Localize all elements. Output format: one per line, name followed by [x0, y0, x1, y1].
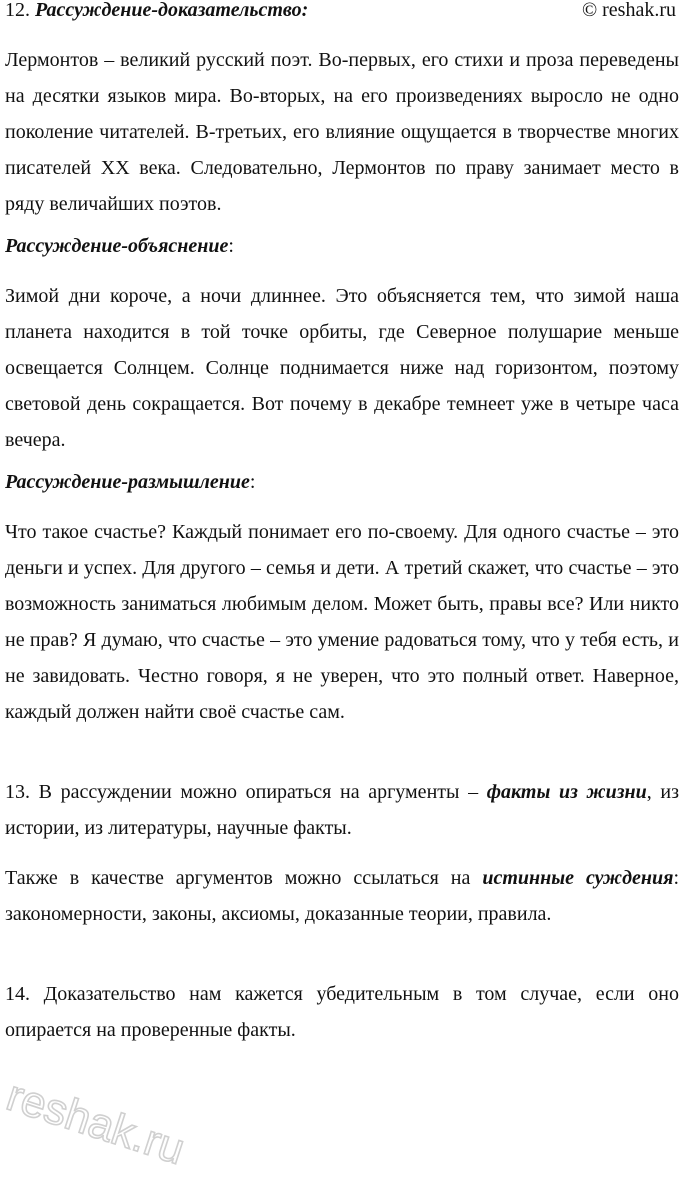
item13-prefix: 13. В рассуждении можно опираться на аргументы – [5, 781, 487, 803]
item13-suffix: , из истории, из литературы, научные факты. [5, 781, 680, 839]
item13-p2-emphasis: истинные суждения [482, 867, 674, 889]
item14-paragraph: 14. Доказательство нам кажется убедительным в том случае, если оно опирается на проверенные факты. [5, 983, 679, 1041]
section-title-text: Рассуждение-доказательство: [35, 0, 309, 21]
item13-emphasis: факты из жизни [486, 781, 647, 803]
section-header [5, 0, 679, 28]
reflection-heading-colon: : [249, 471, 256, 493]
explanation-heading-text: Рассуждение-объяснение [5, 235, 229, 257]
explanation-heading [5, 228, 679, 264]
section-title [5, 0, 308, 24]
reflection-heading [5, 464, 679, 500]
proof-paragraph: Лермонтов – великий русский поэт. Во-первых, его стихи и проза переведены на десятки языков мира. Во-вторых, на его произведениях выросло не одно поколение читателей. В-третьих, его влияние ощущается в творчестве многих писателей XX века. Следовательно, Лермонтов по праву занимает место в ряду величайших поэтов. [5, 49, 679, 215]
reflection-paragraph: Что такое счастье? Каждый понимает его по-своему. Для одного счастье – это деньги и успех. Для другого – семья и дети. А третий скажет, что счастье – это возможность заниматься любимым делом. Может быть, правы все? Или никто не прав? Я думаю, что счастье – это умение радоваться тому, что у тебя есть, и не завидовать. Честно говоря, я не уверен, что это полный ответ. Наверное, каждый должен найти своё счастье сам. [5, 521, 679, 723]
explanation-heading-colon: : [228, 235, 234, 257]
watermark-text: reshak.ru [0, 1070, 191, 1175]
item13-paragraph [5, 774, 679, 846]
item13-p2-prefix: Также в качестве аргументов можно ссылаться на [5, 867, 483, 889]
section-number: 12. [5, 0, 30, 21]
source-label: © reshak.ru [581, 0, 676, 21]
item13-paragraph-2 [5, 860, 679, 932]
item13-p2-suffix: : закономерности, законы, аксиомы, доказанные теории, правила. [5, 867, 679, 925]
explanation-paragraph: Зимой дни короче, а ночи длиннее. Это объясняется тем, что зимой наша планета находится в той точке орбиты, где Северное полушарие меньше освещается Солнцем. Солнце поднимается ниже над горизонтом, поэтому световой день сокращается. Вот почему в декабре темнеет уже в четыре часа вечера. [5, 285, 679, 451]
reflection-heading-text: Рассуждение-размышление [5, 471, 250, 493]
